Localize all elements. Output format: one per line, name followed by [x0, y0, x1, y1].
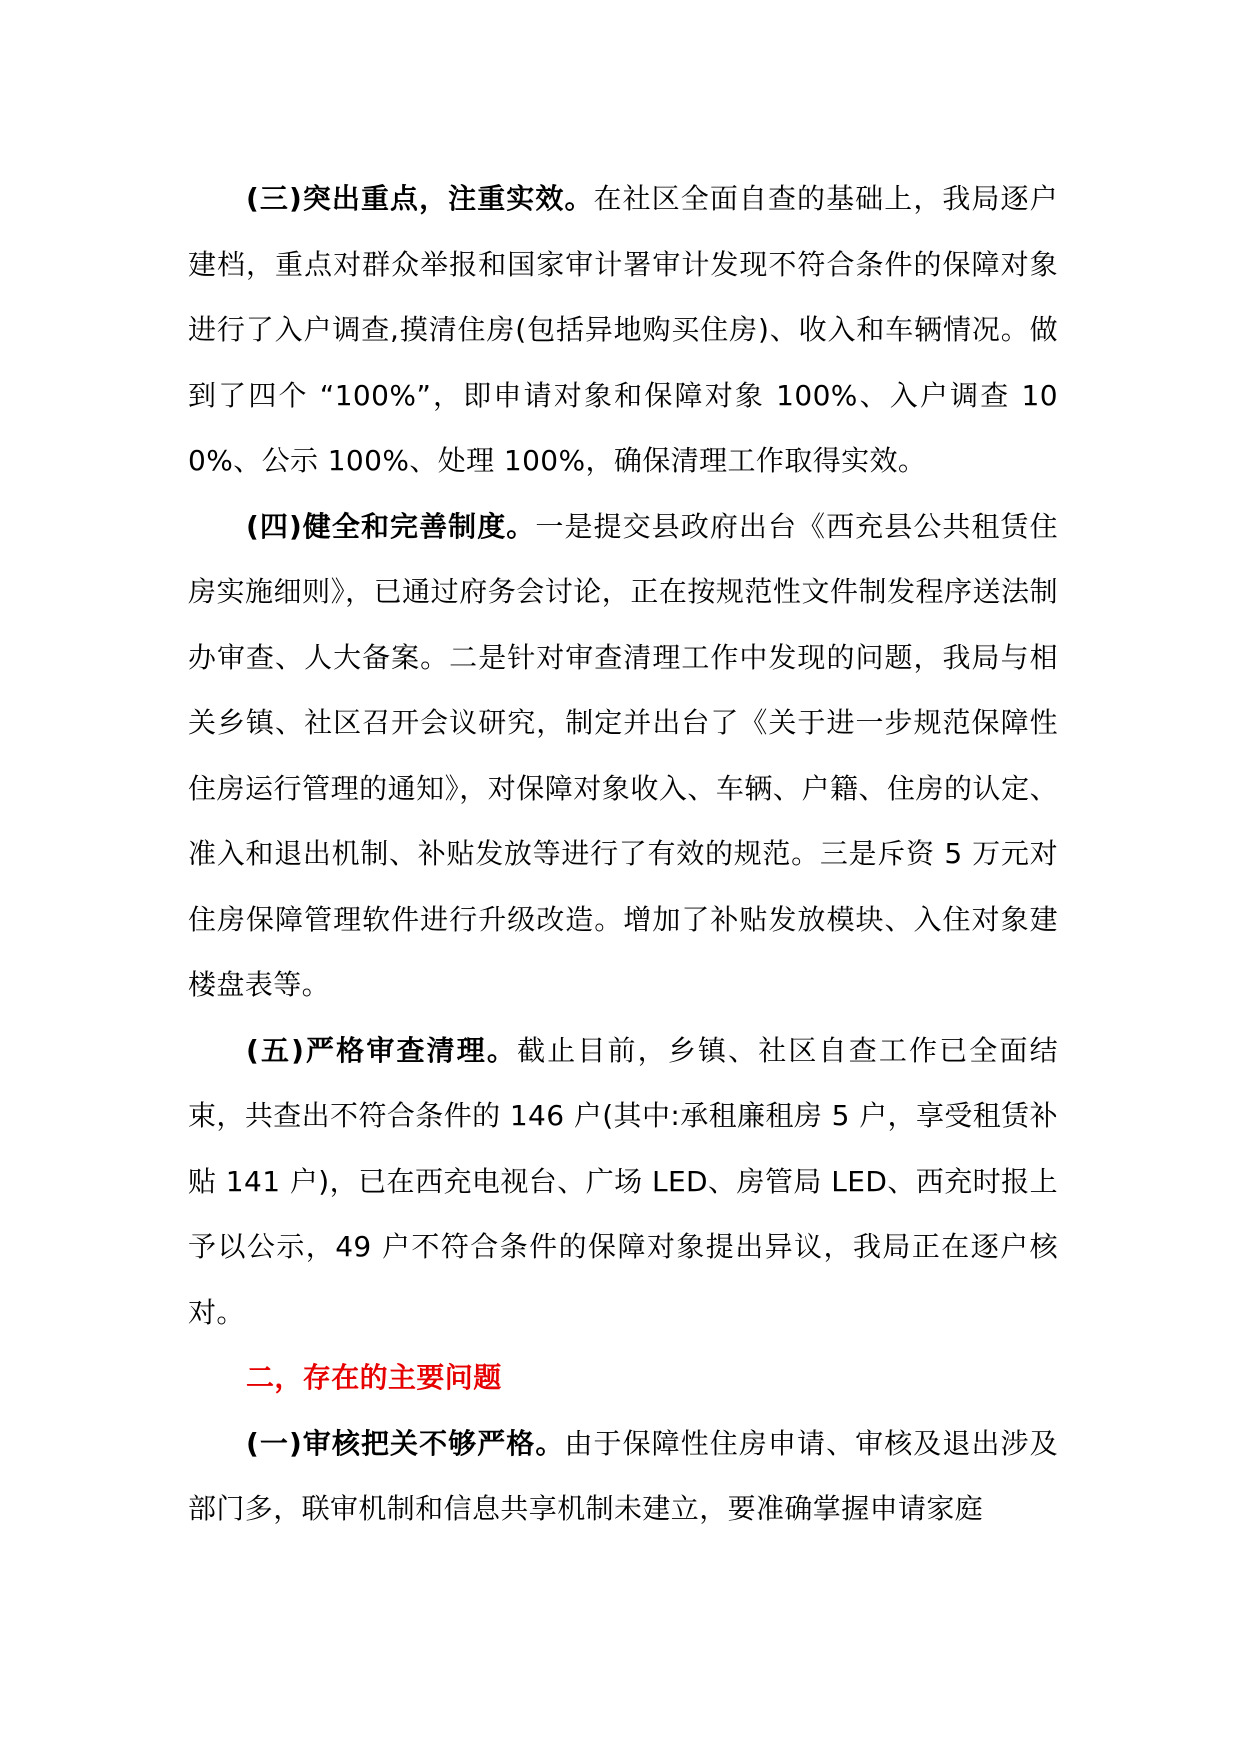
paragraph-review-not-strict: [188, 1411, 1058, 1542]
paragraph-text: 在社区全面自查的基础上，我局逐户建档，重点对群众举报和国家审计署审计发现不符合条件的保障对象进行了入户调查,摸清住房(包括异地购买住房)、收入和车辆情况。做到了四个 “100%”，即申请对象和保障对象 100%、入户调查 100%、公示 100%、处理 100%，确保清理工作取得实效。: [188, 182, 1059, 477]
paragraph-lead: (五)严格审查清理。: [246, 1033, 518, 1067]
paragraph-text: 截止目前，乡镇、社区自查工作已全面结束，共查出不符合条件的 146 户(其中:承租廉租房 5 户，享受租赁补贴 141 户)，已在西充电视台、广场 LED、房管局 LED、西充时报上予以公示，49 户不符合条件的保障对象提出异议，我局正在逐户核对。: [188, 1033, 1058, 1329]
section-heading-main-problems: 二，存在的主要问题: [246, 1361, 502, 1394]
paragraph-text: 一是提交县政府出台《西充县公共租赁住房实施细则》，已通过府务会讨论，正在按规范性文件制发程序送法制办审查、人大备案。二是针对审查清理工作中发现的问题，我局与相关乡镇、社区召开会议研究，制定并出台了《关于进一步规范保障性住房运行管理的通知》，对保障对象收入、车辆、户籍、住房的认定、准入和退出机制、补贴发放等进行了有效的规范。三是斥资 5 万元对住房保障管理软件进行升级改造。增加了补贴发放模块、入住对象建楼盘表等。: [188, 509, 1059, 1001]
paragraph-lead: (一)审核把关不够严格。: [246, 1426, 565, 1460]
paragraph-lead: (三)突出重点，注重实效。: [246, 182, 594, 215]
paragraph-key-results: [188, 166, 1058, 494]
paragraph-strict-review: [188, 1018, 1058, 1346]
paragraph-text: 由于保障性住房申请、审核及退出涉及部门多，联审机制和信息共享机制未建立，要准确掌握申请家庭: [188, 1426, 1058, 1525]
document-body: [188, 166, 1058, 1542]
paragraph-lead: (四)健全和完善制度。: [246, 509, 536, 543]
paragraph-improve-system: [188, 494, 1058, 1018]
